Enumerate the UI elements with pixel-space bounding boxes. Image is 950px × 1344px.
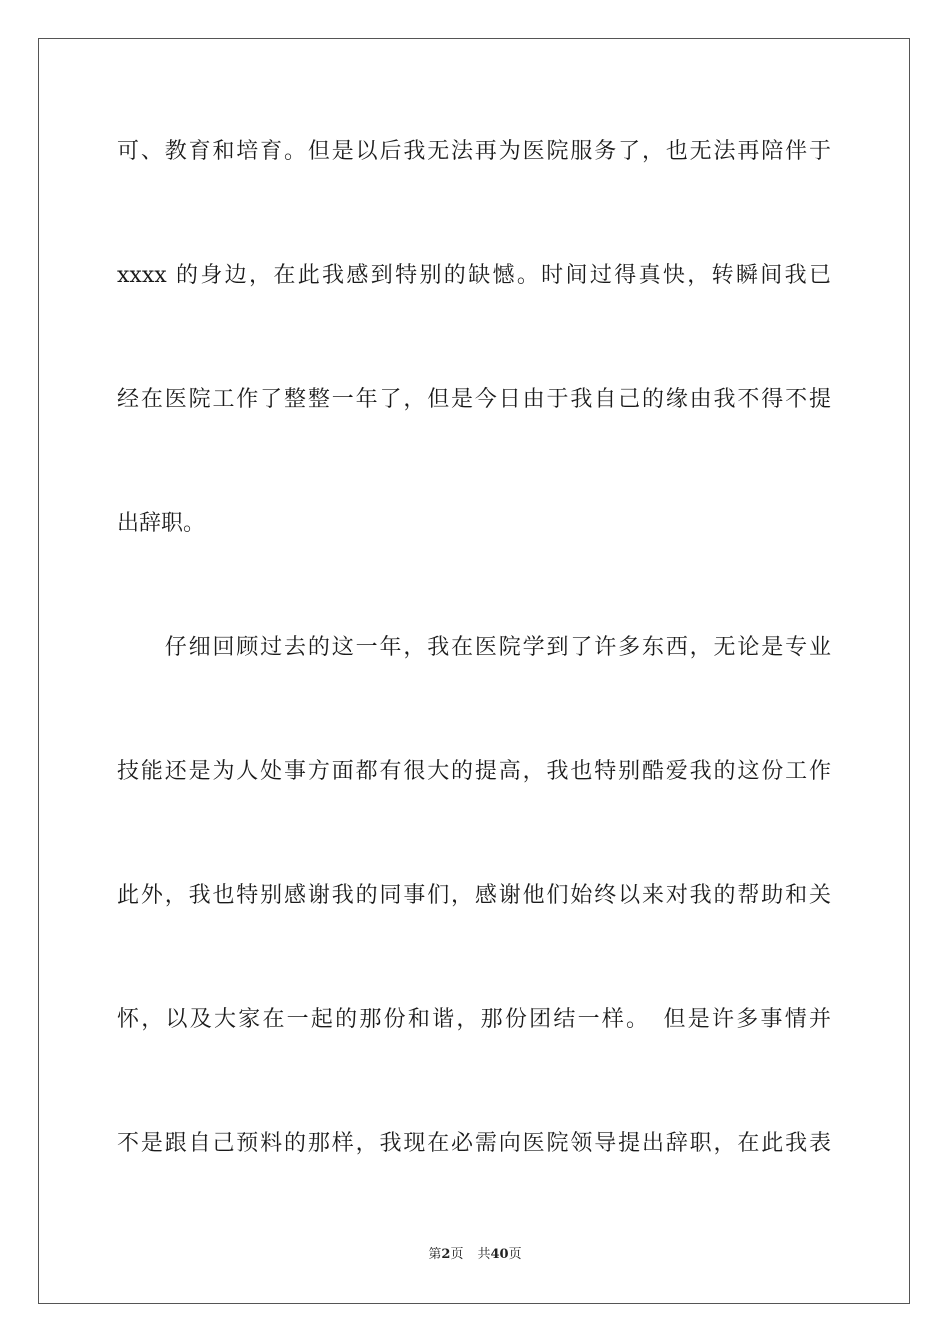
text-line-8: 怀，以及大家在一起的那份和谐，那份团结一样。 但是许多事情并 — [117, 1007, 831, 1032]
page-prefix: 第 — [428, 1247, 442, 1262]
text-line-3: 经在医院工作了整整一年了，但是今日由于我自己的缘由我不得不提 — [117, 387, 831, 412]
text-line-2: xxxx 的身边，在此我感到特别的缺憾。时间过得真快，转瞬间我已 — [117, 263, 831, 288]
total-prefix: 共 — [477, 1247, 491, 1262]
text-line-5: 仔细回顾过去的这一年，我在医院学到了许多东西，无论是专业 — [117, 635, 831, 660]
text-line-7: 此外，我也特别感谢我的同事们，感谢他们始终以来对我的帮助和关 — [117, 883, 831, 908]
page-border — [38, 38, 910, 1304]
total-suffix: 页 — [508, 1247, 522, 1262]
total-pages: 40 — [490, 1247, 509, 1262]
page-number: 2 — [441, 1247, 451, 1262]
text-line-1: 可、教育和培育。但是以后我无法再为医院服务了，也无法再陪伴于 — [117, 139, 831, 164]
page-footer — [0, 1246, 950, 1264]
text-line-9: 不是跟自己预料的那样，我现在必需向医院领导提出辞职，在此我表 — [117, 1131, 831, 1156]
text-line-4: 出辞职。 — [117, 511, 206, 536]
text-line-6: 技能还是为人处事方面都有很大的提高，我也特别酷爱我的这份工作 — [117, 759, 831, 784]
page-suffix: 页 — [450, 1247, 464, 1262]
